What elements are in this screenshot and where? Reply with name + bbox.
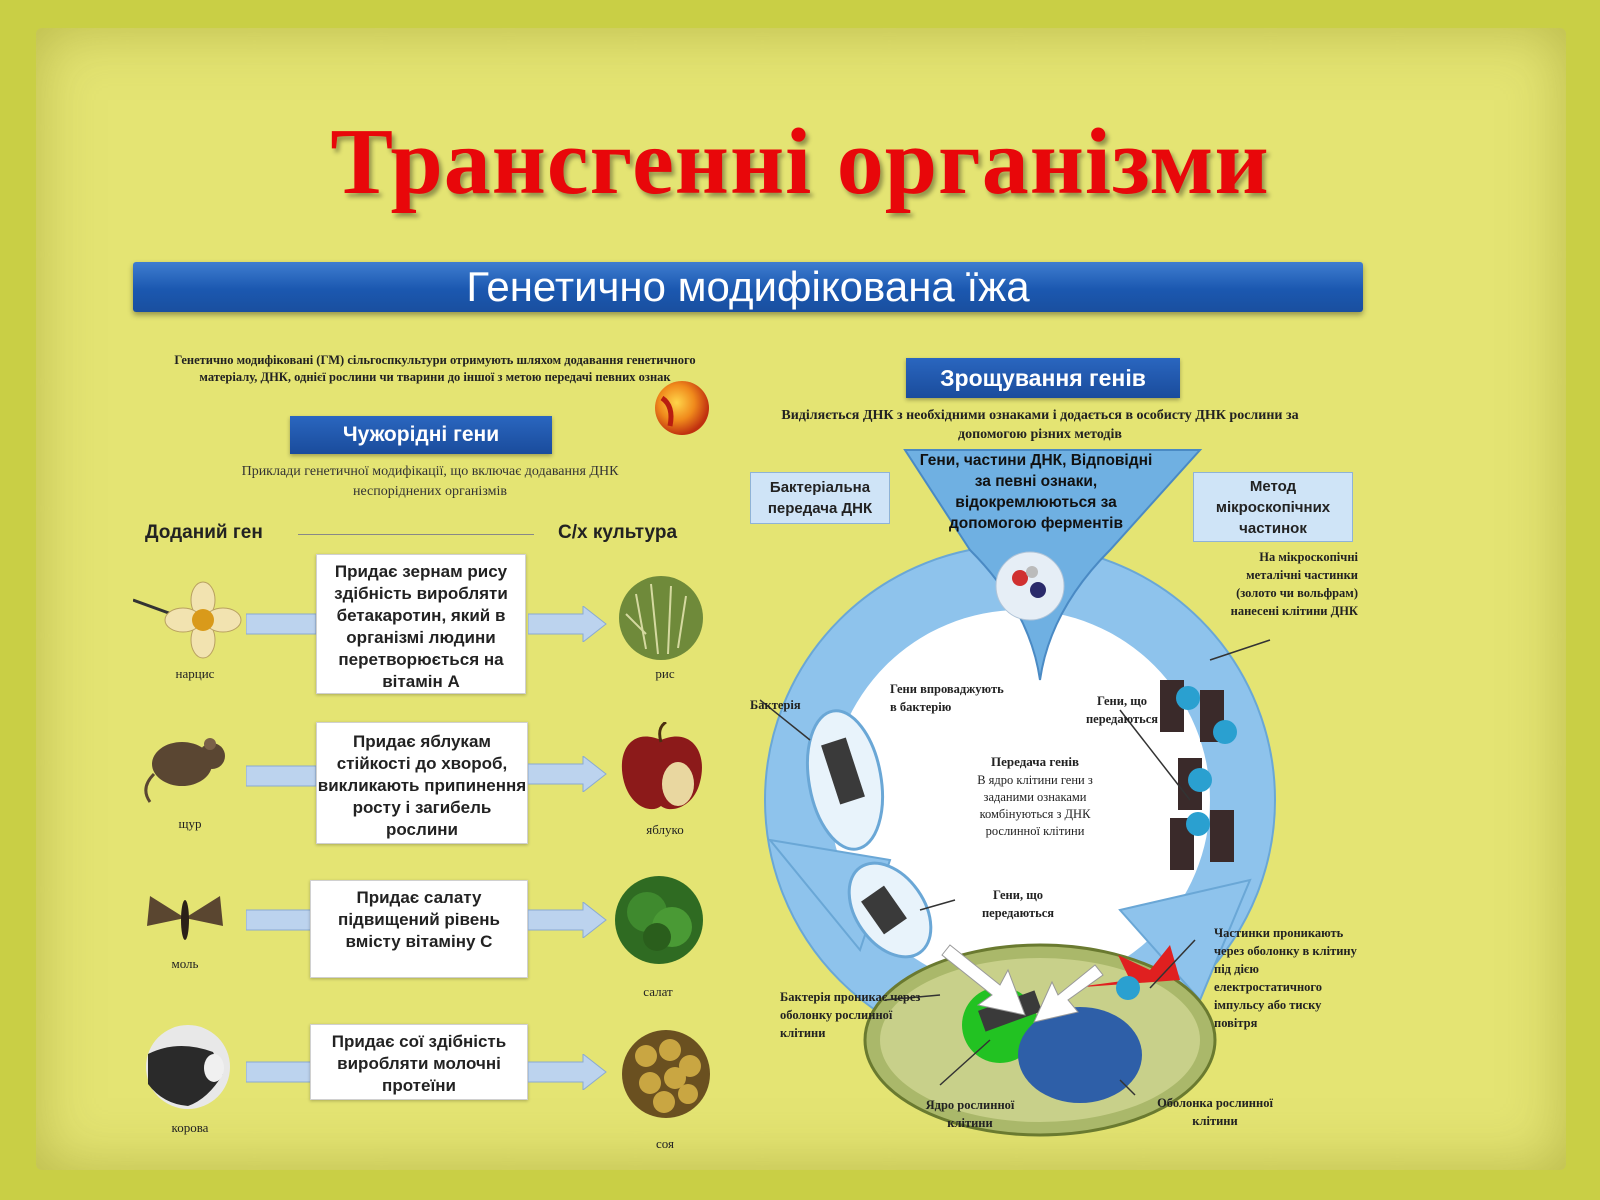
source-label-moth: моль <box>171 956 199 971</box>
microparticle-desc: На мікроскопічні металічні частинки (золото чи вольфрам) нанесені клітини ДНК <box>1230 550 1358 618</box>
arrow-right-icon <box>528 902 608 938</box>
arrow-right-icon <box>528 606 608 642</box>
crop-header: С/х культура <box>558 522 678 543</box>
soy-icon <box>620 1028 712 1120</box>
microparticle-method-label: Метод мікроскопічних частинок <box>1193 472 1353 542</box>
source-label-cow: корова <box>171 1120 209 1135</box>
examples-text: Приклади генетичної модифікації, що включає додавання ДНК неспоріднених організмів <box>241 464 619 499</box>
rat-icon <box>140 728 230 804</box>
source-label-daffodil: нарцис <box>175 666 215 681</box>
intro-text: Генетично модифіковані (ГМ) сільгоспкультури отримують шляхом додавання генетичного матеріалу, ДНК, однієї рослини чи тварини до іншої з метою передачі певних ознак <box>174 353 696 384</box>
header-divider <box>298 534 534 535</box>
nucleus-label: Ядро рослинної клітини <box>925 1098 1015 1130</box>
particles-penetrate-label: Частинки проникають через оболонку в клітину під дією електростатичного імпульсу або тиску повітря <box>1214 926 1357 1030</box>
bacterial-transfer-label: Бактеріальна передача ДНК <box>750 472 890 524</box>
splicing-subtitle: Виділяється ДНК з необхідними ознаками і додається в особисту ДНК рослини за допомогою різних методів <box>781 408 1299 442</box>
bacteria-label: Бактерія <box>750 698 801 712</box>
arrow-right-icon <box>246 764 316 788</box>
membrane-label: Оболонка рослинної клітини <box>1157 1096 1273 1128</box>
genes-into-bacteria-label: Гени впроваджують в бактерію <box>890 682 1004 714</box>
gene-splicing-heading: Зрощування генів <box>906 358 1180 398</box>
desc-box-rice: Придає зернам рису здібність виробляти бетакаротин, який в організмі людини перетворюється на вітамін А <box>316 554 526 694</box>
arrow-right-icon <box>246 612 316 636</box>
moth-icon <box>145 888 225 948</box>
desc-box-lettuce: Придає салату підвищений рівень вмісту вітаміну С <box>310 880 528 978</box>
foreign-genes-label: Чужорідні гени <box>290 416 552 454</box>
lettuce-icon <box>612 872 706 966</box>
desc-box-soy: Придає сої здібність виробляти молочні протеїни <box>310 1024 528 1100</box>
arrow-right-icon <box>528 1054 608 1090</box>
crop-label-lettuce: салат <box>643 984 673 999</box>
apple-icon <box>616 722 706 816</box>
crop-label-soy: соя <box>655 1136 674 1151</box>
added-gene-header: Доданий ген <box>145 522 263 543</box>
bacteria-penetrates-label: Бактерія проникає через оболонку рослинної клітини <box>780 990 921 1040</box>
funnel-text: Гени, частини ДНК, Відповідні за певні ознаки, відокремлюються за допомогою ферментів <box>919 452 1153 532</box>
desc-box-apple: Придає яблукам стійкості до хвороб, викликають припинення росту і загибель рослини <box>316 722 528 844</box>
crop-label-apple: яблуко <box>646 822 684 837</box>
gene-transfer-text: В ядро клітини гени з заданими ознаками комбінуються з ДНК рослинної клітини <box>977 773 1093 838</box>
transferred-genes-label-right: Гени, що передаються <box>1085 694 1159 726</box>
arrow-right-icon <box>528 756 608 792</box>
crop-label-rice: рис <box>655 666 675 681</box>
banner-title: Генетично модифікована їжа <box>133 262 1363 312</box>
daffodil-icon <box>133 580 243 660</box>
rice-icon <box>616 574 706 662</box>
slide-title: Трансгенні організми <box>330 110 1270 214</box>
source-label-rat: щур <box>178 816 202 831</box>
arrow-right-icon <box>246 908 312 932</box>
transferred-genes-label-bottom: Гени, що передаються <box>981 888 1055 920</box>
cow-icon <box>138 1024 238 1110</box>
peach-icon <box>652 376 712 438</box>
arrow-right-icon <box>246 1060 312 1084</box>
gene-transfer-title: Передача генів <box>991 754 1079 769</box>
